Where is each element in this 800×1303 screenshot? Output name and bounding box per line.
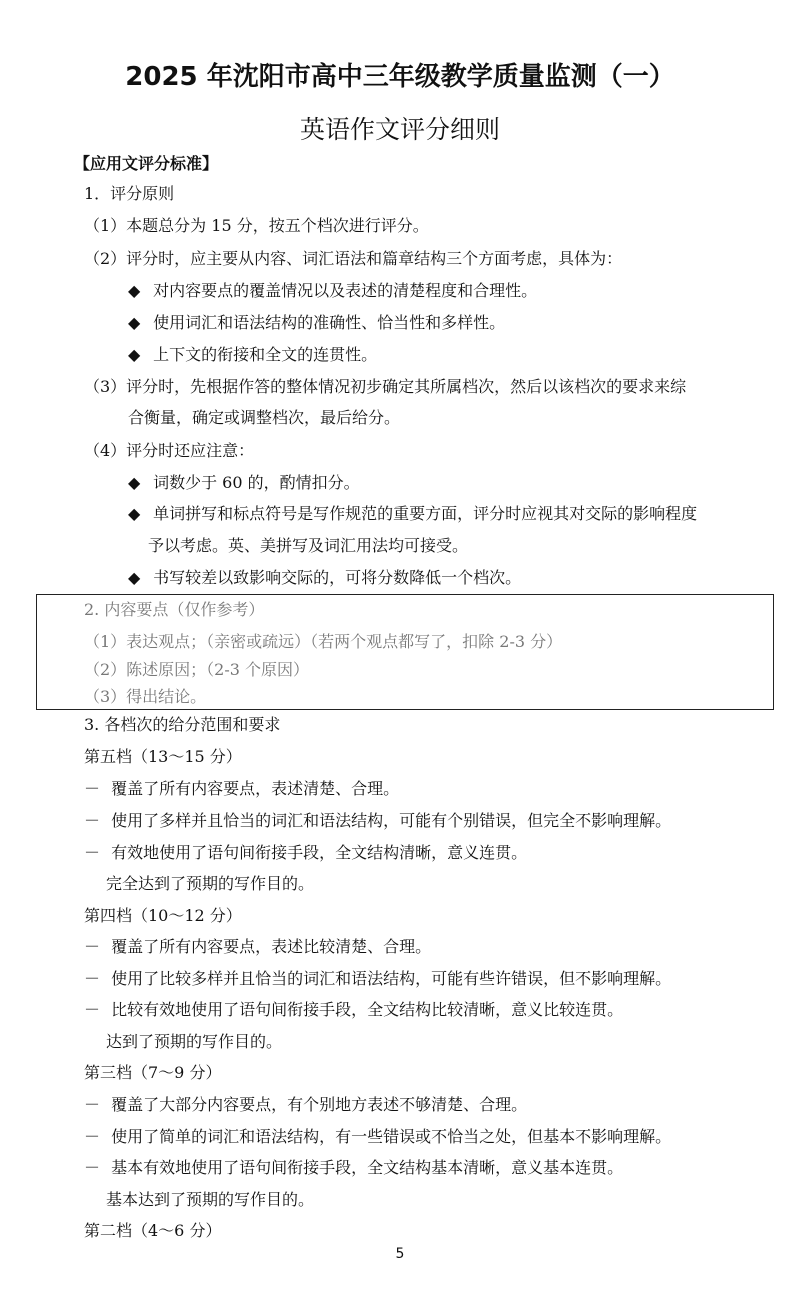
principle-2: （2）评分时，应主要从内容、词汇语法和篇章结构三个方面考虑，具体为： [84, 249, 623, 268]
grade-summary: 完全达到了预期的写作目的。 [106, 874, 315, 893]
dash-icon: － [84, 779, 101, 798]
document-subtitle: 英语作文评分细则 [299, 115, 500, 144]
content-point: （1）表达观点；（亲密或疏远）（若两个观点都写了，扣除 2-3 分） [84, 632, 563, 651]
grade-item [84, 1126, 671, 1148]
bullet-item [128, 344, 377, 366]
grade-title: 第四档（10～12 分） [84, 906, 242, 925]
bullet-item [128, 503, 697, 525]
bullet-text: 上下文的衔接和全文的连贯性。 [153, 345, 378, 364]
content-point: （2）陈述原因；（2-3 个原因） [84, 660, 310, 679]
grade-summary: 达到了预期的写作目的。 [106, 1032, 283, 1051]
bullet-item [128, 312, 505, 334]
principles-heading: 1．评分原则 [84, 184, 175, 203]
document-title: 2025 年沈阳市高中三年级教学质量监测（一） [125, 62, 675, 92]
grade-summary: 基本达到了预期的写作目的。 [106, 1190, 315, 1209]
grade-item-text: 有效地使用了语句间衔接手段，全文结构清晰，意义连贯。 [111, 843, 528, 862]
grade-item-text: 覆盖了大部分内容要点，有个别地方表述不够清楚、合理。 [111, 1095, 528, 1114]
dash-icon: － [84, 1158, 101, 1177]
bullet-text: 单词拼写和标点符号是写作规范的重要方面，评分时应视其对交际的影响程度 [153, 504, 698, 523]
grade-item-text: 使用了多样并且恰当的词汇和语法结构，可能有个别错误，但完全不影响理解。 [111, 811, 672, 830]
content-point: （3）得出结论。 [84, 687, 207, 706]
grade-item-text: 覆盖了所有内容要点，表述比较清楚、合理。 [111, 937, 432, 956]
grade-item [84, 968, 671, 990]
grade-item [84, 999, 623, 1021]
grade-title: 第五档（13～15 分） [84, 747, 242, 766]
grade-title: 第三档（7～9 分） [84, 1063, 222, 1082]
diamond-icon: ◆ [128, 281, 141, 300]
diamond-icon: ◆ [128, 504, 141, 523]
dash-icon: － [84, 1127, 101, 1146]
bullet-item [128, 472, 360, 494]
grade-item [84, 810, 671, 832]
bullet-text: 词数少于 60 的，酌情扣分。 [153, 473, 360, 492]
dash-icon: － [84, 811, 101, 830]
dash-icon: － [84, 969, 101, 988]
bullet-item [128, 280, 537, 302]
content-points-heading: 2. 内容要点（仅作参考） [84, 600, 265, 619]
principle-4: （4）评分时还应注意： [84, 441, 255, 460]
diamond-icon: ◆ [128, 313, 141, 332]
dash-icon: － [84, 1095, 101, 1114]
bullet-text-cont: 予以考虑。英、美拼写及词汇用法均可接受。 [148, 536, 469, 555]
bullet-text: 书写较差以致影响交际的，可将分数降低一个档次。 [153, 568, 522, 587]
grade-item-text: 比较有效地使用了语句间衔接手段，全文结构比较清晰，意义比较连贯。 [111, 1000, 624, 1019]
grade-item [84, 936, 431, 958]
bullet-item [128, 567, 521, 589]
principle-3: （3）评分时，先根据作答的整体情况初步确定其所属档次，然后以该档次的要求来综 [84, 377, 687, 396]
grade-item [84, 842, 527, 864]
grade-title: 第二档（4～6 分） [84, 1221, 222, 1240]
dash-icon: － [84, 843, 101, 862]
grade-item [84, 778, 399, 800]
grade-item-text: 使用了比较多样并且恰当的词汇和语法结构，可能有些许错误，但不影响理解。 [111, 969, 672, 988]
bullet-text: 对内容要点的覆盖情况以及表述的清楚程度和合理性。 [153, 281, 538, 300]
principle-3-cont: 合衡量，确定或调整档次，最后给分。 [128, 408, 401, 427]
grade-item [84, 1157, 623, 1179]
page-number: 5 [395, 1246, 405, 1262]
dash-icon: － [84, 1000, 101, 1019]
grade-item-text: 覆盖了所有内容要点，表述清楚、合理。 [111, 779, 400, 798]
dash-icon: － [84, 937, 101, 956]
section-heading: 【应用文评分标准】 [74, 154, 219, 173]
grades-heading: 3. 各档次的给分范围和要求 [84, 715, 281, 734]
bullet-text: 使用词汇和语法结构的准确性、恰当性和多样性。 [153, 313, 506, 332]
principle-1: （1）本题总分为 15 分，按五个档次进行评分。 [84, 216, 429, 235]
diamond-icon: ◆ [128, 345, 141, 364]
diamond-icon: ◆ [128, 568, 141, 587]
diamond-icon: ◆ [128, 473, 141, 492]
grade-item-text: 基本有效地使用了语句间衔接手段，全文结构基本清晰，意义基本连贯。 [111, 1158, 624, 1177]
grade-item-text: 使用了简单的词汇和语法结构，有一些错误或不恰当之处，但基本不影响理解。 [111, 1127, 672, 1146]
grade-item [84, 1094, 527, 1116]
